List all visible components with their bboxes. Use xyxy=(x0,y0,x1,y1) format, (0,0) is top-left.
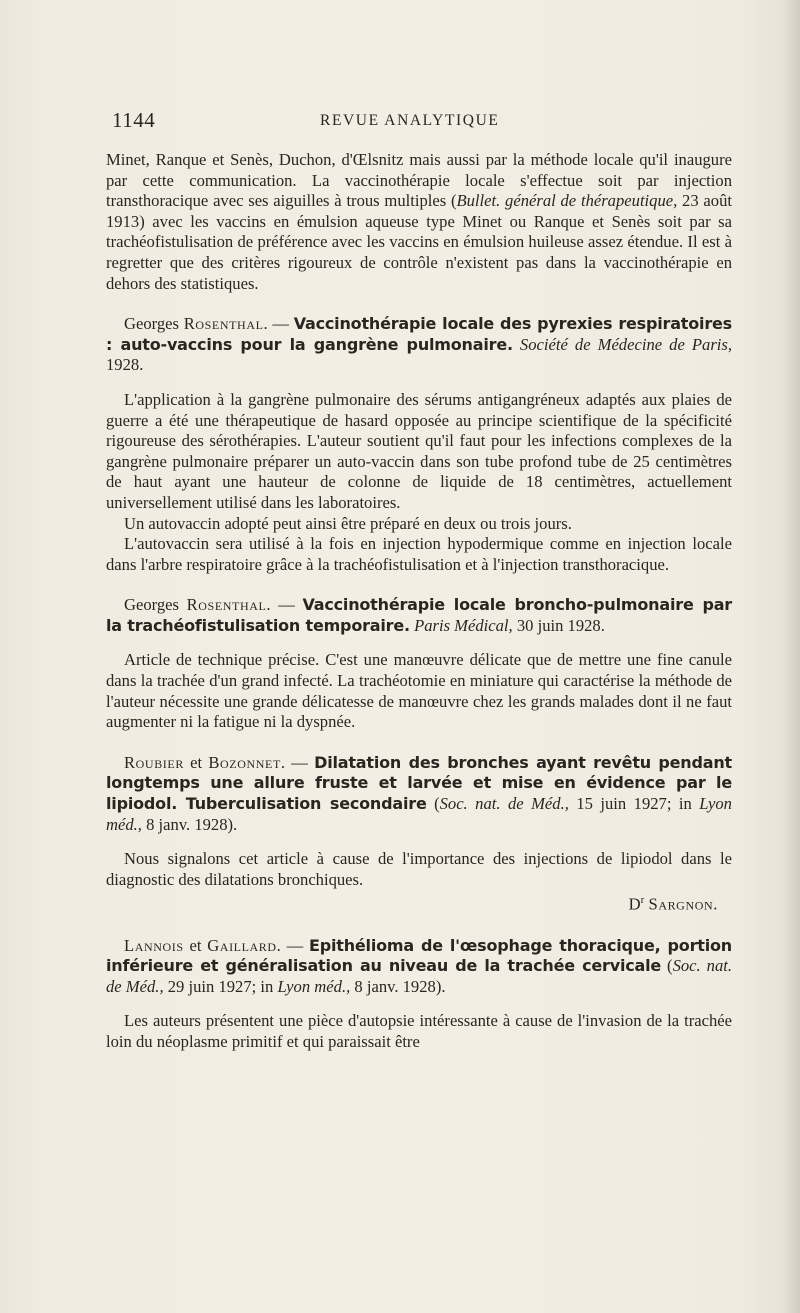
article-1-title: Vaccinothérapie locale des pyrexies respiratoires : auto-vaccins pour la gangrène pulmonaire. xyxy=(106,314,732,354)
article-1-paragraph-2: Un autovaccin adopté peut ainsi être préparé en deux ou trois jours. xyxy=(124,513,572,533)
article-3-author-join: et xyxy=(183,752,209,772)
intro-text-after: 23 août 1913) avec les vaccins en émulsion aqueuse type Minet ou Ranque et Senès soit par sa trachéofistulisation de préférence avec les vaccins en émulsion huileuse assez étendue. Il est à regretter que des critères rigoureux de contrôle n'existent pas dans la vaccinothérapie en dehors des statistiques. xyxy=(106,191,733,293)
article-1-author-last: Rosenthal xyxy=(183,314,264,334)
running-title: REVUE ANALYTIQUE xyxy=(320,112,500,129)
article-3-author-last: Roubier xyxy=(124,752,184,772)
article-3-dash: . — xyxy=(280,752,315,772)
article-4-source-2: Lyon méd., xyxy=(277,976,351,996)
article-body xyxy=(106,150,732,1053)
article-1-author-first: Georges xyxy=(124,314,184,334)
article-4-date-2: 8 janv. 1928). xyxy=(350,976,446,996)
article-3-paragraph-1: Nous signalons cet article à cause de l'importance des injections de lipiodol dans le diagnostic des dilatations bronchiques. xyxy=(106,849,732,889)
signature-sup: r xyxy=(640,894,645,907)
article-4-source: Soc. nat. de Méd., xyxy=(106,956,733,996)
article-1-dash: . — xyxy=(263,314,294,334)
page-edge-shadow xyxy=(782,0,800,1313)
article-1-paragraph-1: L'application à la gangrène pulmonaire des sérums antigangréneux adaptés aux plaies de guerre a été une thérapeutique de hasard opposée au principe scientifique de la spécificité rigoureuse des sérothérapies. L'auteur soutient qu'il faut pour les infections complexes de la gangrène pulmonaire préparer un auto-vaccin dans son tube profond tube de 25 centimètres de haut ayant une hauteur de colonne de liquide de 18 centimètres, actuellement universellement utilisé dans les laboratoires. xyxy=(106,389,732,512)
article-3-author-second: Bozonnet xyxy=(208,752,281,772)
article-1-paragraph-3: L'autovaccin sera utilisé à la fois en injection hypodermique comme en injection locale dans l'arbre respiratoire grâce à la trachéofistulisation et à l'injection transthoracique. xyxy=(106,534,732,574)
intro-cite: Bullet. général de thérapeutique, xyxy=(456,191,678,211)
article-2-author-last: Rosenthal xyxy=(186,595,267,615)
article-4-source-pre: ( xyxy=(661,956,673,976)
article-4-date: 29 juin 1927; in xyxy=(163,976,278,996)
article-3-source: Soc. nat. de Méd., xyxy=(439,794,569,814)
article-3-date-2: 8 janv. 1928). xyxy=(141,814,238,834)
article-3-date: 15 juin 1927; in xyxy=(568,794,700,814)
article-3-title: Dilatation des bronches ayant revêtu pendant longtemps une allure fruste et larvée et mise en évidence par le lipiodol. Tuberculisation secondaire xyxy=(106,752,732,814)
page-number: 1144 xyxy=(112,108,156,132)
article-2-date: 30 juin 1928. xyxy=(512,615,605,635)
intro-text: Minet, Ranque et Senès, Duchon, d'Œlsnitz mais aussi par la méthode locale qu'il inaugure par cette communication. La vaccinothérapie locale s'effectue soit par injection transthoracique avec ses aiguilles à trous multiples ( xyxy=(106,150,732,211)
article-4-heading xyxy=(106,936,732,998)
article-4-author-last: Lannois xyxy=(124,935,184,955)
article-1-date: 1928. xyxy=(106,355,144,375)
article-2-title: Vaccinothérapie locale broncho-pulmonaire par la trachéofistulisation temporaire. xyxy=(106,595,732,635)
article-2-source: Paris Médical, xyxy=(414,615,513,635)
signature-name: Sargnon. xyxy=(648,894,718,914)
article-3-heading xyxy=(106,753,732,835)
article-4-title: Epithélioma de l'œsophage thoracique, portion inférieure et généralisation au niveau de la trachée cervicale xyxy=(106,935,732,976)
article-3-signature xyxy=(106,890,732,915)
article-2-dash: . — xyxy=(266,595,303,615)
article-2-heading xyxy=(106,595,732,636)
article-3-source-pre: ( xyxy=(426,794,440,814)
article-2-paragraph-1: Article de technique précise. C'est une manœuvre délicate que de mettre une fine canule dans la trachée d'un grand infecté. La trachéotomie en miniature qui caractérise la méthode de l'auteur nécessite une grande délicatesse de manœuvre chez les grands malades dont il ne faut augmenter ni la fatigue ni la dyspnée. xyxy=(106,650,732,732)
article-4-dash: . — xyxy=(276,935,309,955)
intro-paragraph xyxy=(106,150,732,294)
article-4-author-second: Gaillard xyxy=(207,935,277,955)
article-3-source-2: Lyon méd., xyxy=(106,794,732,834)
article-2-author-first: Georges xyxy=(124,595,187,615)
article-1-heading xyxy=(106,314,732,376)
article-4-paragraph-1: Les auteurs présentent une pièce d'autopsie intéressante à cause de l'invasion de la trachée loin du néoplasme primitif et qui paraissait être xyxy=(106,1011,732,1051)
page-header xyxy=(112,108,720,138)
signature-prefix: D xyxy=(628,894,641,914)
article-1-source: Société de Médecine de Paris, xyxy=(519,334,732,354)
article-4-author-join: et xyxy=(183,935,208,955)
